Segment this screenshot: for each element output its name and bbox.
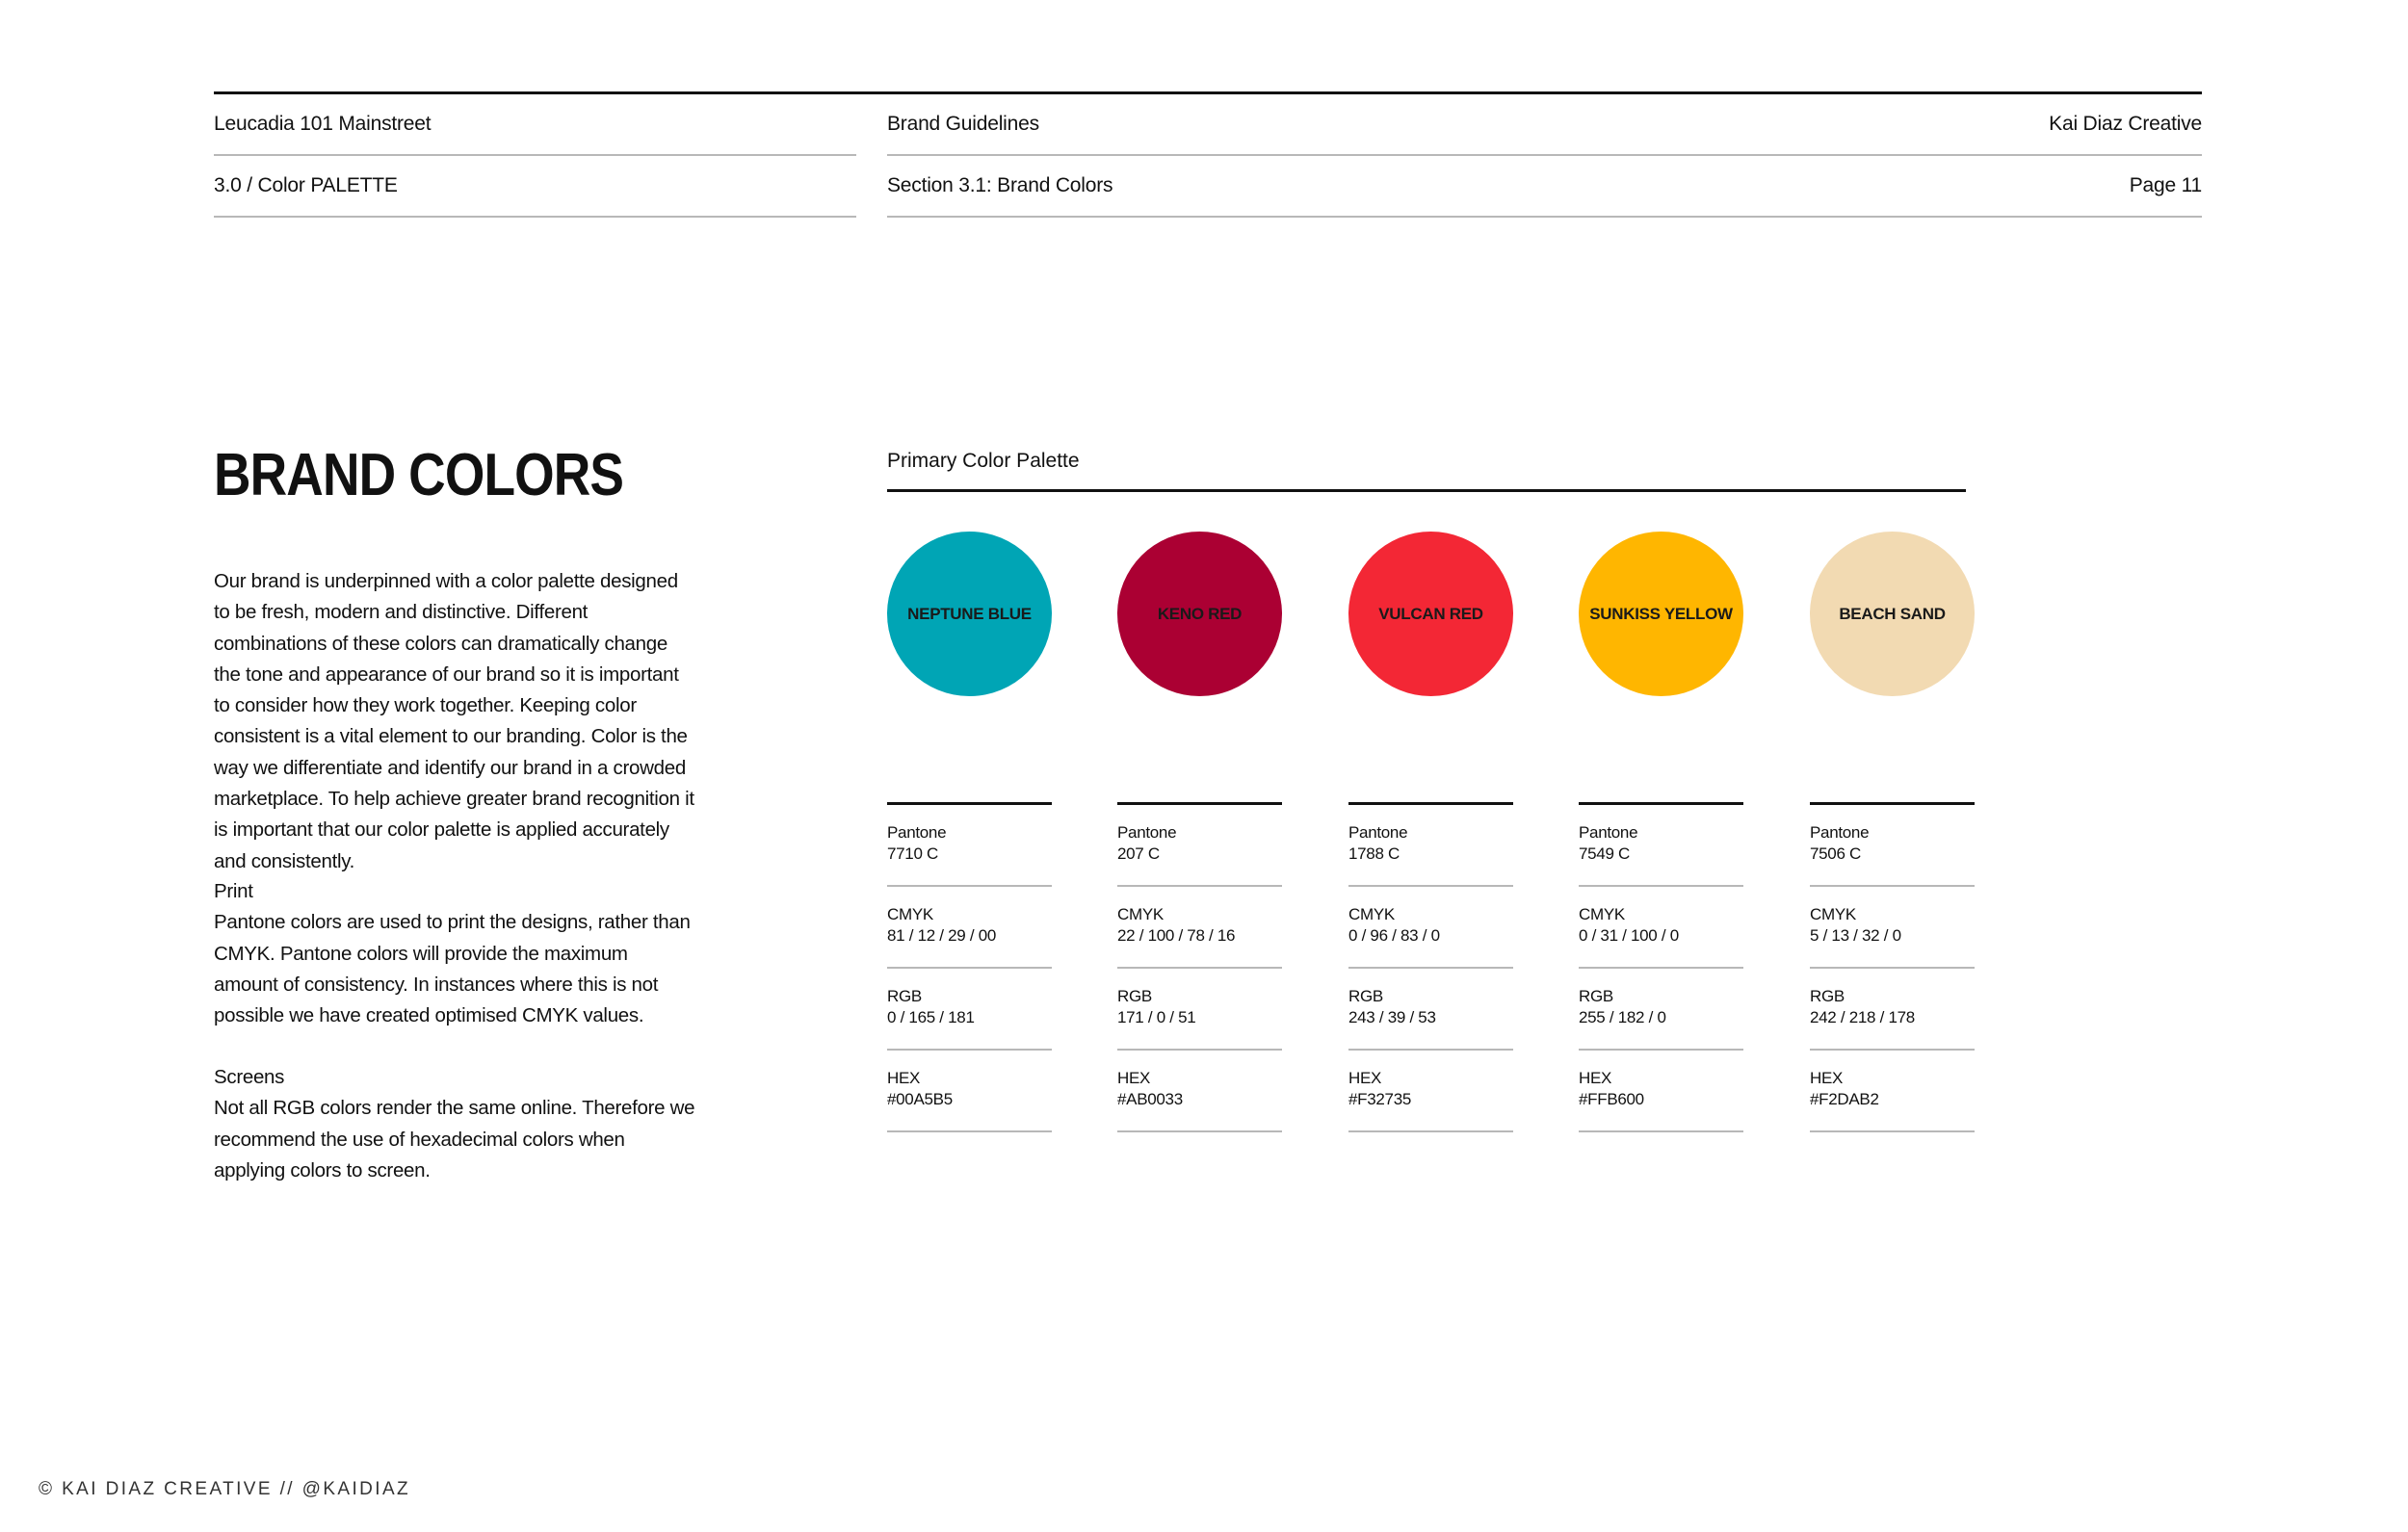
spec-rgb-label: RGB: [1579, 987, 1613, 1005]
header-divider-left: [214, 154, 856, 156]
spec-cmyk-label: CMYK: [1348, 905, 1395, 923]
spec-hex-value: #F32735: [1348, 1090, 1412, 1108]
screens-section: [214, 1062, 695, 1186]
spec-top-rule: [1117, 802, 1282, 805]
color-name: BEACH SAND: [1839, 604, 1946, 623]
spec-cmyk-value: 81 / 12 / 29 / 00: [887, 926, 997, 945]
spec-rgb: [1117, 986, 1282, 1028]
spec-divider: [1810, 885, 1975, 887]
header-top-rule: [214, 91, 2202, 94]
intro-body: [214, 566, 695, 877]
spec-cmyk-label: CMYK: [1117, 905, 1164, 923]
print-heading: Print: [214, 880, 253, 902]
spec-top-rule: [1348, 802, 1513, 805]
print-section: [214, 876, 695, 1031]
screens-text: Not all RGB colors render the same online. Therefore we recommend the use of hexadecimal colors when applying colors to screen.: [214, 1097, 695, 1181]
spec-divider: [887, 967, 1052, 969]
spec-cmyk-label: CMYK: [887, 905, 933, 923]
spec-cmyk: [1579, 904, 1743, 947]
spec-pantone-label: Pantone: [887, 823, 947, 842]
header-divider-right: [887, 154, 2202, 156]
spec-pantone-value: 7506 C: [1810, 844, 1862, 863]
spec-top-rule: [1810, 802, 1975, 805]
spec-divider: [887, 885, 1052, 887]
spec-hex-label: HEX: [1348, 1069, 1382, 1087]
spec-hex: [1810, 1068, 1975, 1110]
header-divider-right-2: [887, 216, 2202, 218]
color-circle: [1579, 532, 1743, 696]
spec-rgb-value: 0 / 165 / 181: [887, 1008, 975, 1026]
color-name: VULCAN RED: [1378, 604, 1483, 623]
page-title: BRAND COLORS: [214, 442, 624, 508]
spec-divider: [1579, 967, 1743, 969]
spec-divider: [1579, 1049, 1743, 1051]
page-number: Page 11: [2129, 174, 2202, 196]
color-circle: [1810, 532, 1975, 696]
color-name: NEPTUNE BLUE: [907, 604, 1032, 623]
spec-divider: [1117, 885, 1282, 887]
color-name: KENO RED: [1157, 604, 1243, 623]
color-circle: [1348, 532, 1513, 696]
spec-rgb-value: 242 / 218 / 178: [1810, 1008, 1915, 1026]
spec-cmyk-value: 0 / 31 / 100 / 0: [1579, 926, 1679, 945]
spec-cmyk-value: 22 / 100 / 78 / 16: [1117, 926, 1236, 945]
header-document: Brand Guidelines: [887, 113, 1039, 135]
spec-hex-value: #F2DAB2: [1810, 1090, 1879, 1108]
spec-rgb: [887, 986, 1052, 1028]
header-divider-left-2: [214, 216, 856, 218]
spec-hex-value: #00A5B5: [887, 1090, 953, 1108]
spec-rgb: [1579, 986, 1743, 1028]
spec-rgb-label: RGB: [1117, 987, 1152, 1005]
spec-pantone: [887, 822, 1052, 865]
spec-rgb-value: 171 / 0 / 51: [1117, 1008, 1196, 1026]
spec-cmyk-value: 0 / 96 / 83 / 0: [1348, 926, 1440, 945]
spec-hex-label: HEX: [1810, 1069, 1844, 1087]
spec-hex-label: HEX: [887, 1069, 921, 1087]
spec-divider: [1348, 885, 1513, 887]
spec-cmyk: [1348, 904, 1513, 947]
spec-pantone: [1579, 822, 1743, 865]
spec-cmyk: [887, 904, 1052, 947]
spec-divider: [1348, 1049, 1513, 1051]
spec-pantone-value: 1788 C: [1348, 844, 1400, 863]
screens-heading: Screens: [214, 1066, 285, 1088]
palette-rule: [887, 489, 1966, 492]
spec-hex: [1117, 1068, 1282, 1110]
swatch-column: [1117, 532, 1282, 1108]
spec-hex-value: #FFB600: [1579, 1090, 1644, 1108]
palette-label: Primary Color Palette: [887, 450, 1080, 472]
spec-pantone-label: Pantone: [1117, 823, 1177, 842]
spec-divider: [1810, 967, 1975, 969]
spec-divider: [1117, 1130, 1282, 1132]
spec-rgb-label: RGB: [1348, 987, 1383, 1005]
spec-rgb-value: 255 / 182 / 0: [1579, 1008, 1666, 1026]
spec-hex-label: HEX: [1579, 1069, 1612, 1087]
spec-rgb-label: RGB: [1810, 987, 1845, 1005]
spec-cmyk-label: CMYK: [1810, 905, 1856, 923]
spec-divider: [1579, 1130, 1743, 1132]
spec-pantone-value: 207 C: [1117, 844, 1160, 863]
footer-credit: © KAI DIAZ CREATIVE // @KAIDIAZ: [39, 1479, 411, 1499]
spec-cmyk: [1810, 904, 1975, 947]
spec-pantone-label: Pantone: [1579, 823, 1638, 842]
color-name: SUNKISS YELLOW: [1589, 604, 1733, 623]
spec-pantone-label: Pantone: [1348, 823, 1408, 842]
spec-rgb-value: 243 / 39 / 53: [1348, 1008, 1436, 1026]
print-text: Pantone colors are used to print the designs, rather than CMYK. Pantone colors will provide the maximum amount of consistency. In instances where this is not possible we have created optimised CMYK values.: [214, 911, 691, 1027]
spec-pantone: [1810, 822, 1975, 865]
spec-pantone-label: Pantone: [1810, 823, 1870, 842]
spec-pantone-value: 7549 C: [1579, 844, 1631, 863]
spec-divider: [1117, 967, 1282, 969]
swatch-column: [1810, 532, 1975, 1108]
spec-top-rule: [887, 802, 1052, 805]
spec-divider: [1810, 1130, 1975, 1132]
color-circle: [1117, 532, 1282, 696]
spec-cmyk-value: 5 / 13 / 32 / 0: [1810, 926, 1901, 945]
spec-divider: [1810, 1049, 1975, 1051]
spec-divider: [1348, 967, 1513, 969]
spec-hex: [1348, 1068, 1513, 1110]
header-section: Section 3.1: Brand Colors: [887, 174, 1113, 196]
spec-divider: [887, 1049, 1052, 1051]
spec-rgb: [1348, 986, 1513, 1028]
spec-divider: [887, 1130, 1052, 1132]
header-chapter: 3.0 / Color PALETTE: [214, 174, 398, 196]
spec-rgb-label: RGB: [887, 987, 922, 1005]
header-agency: Kai Diaz Creative: [2049, 113, 2202, 135]
spec-cmyk-label: CMYK: [1579, 905, 1625, 923]
color-circle: [887, 532, 1052, 696]
spec-pantone: [1348, 822, 1513, 865]
spec-hex-label: HEX: [1117, 1069, 1151, 1087]
spec-divider: [1579, 885, 1743, 887]
swatch-column: [1579, 532, 1743, 1108]
spec-cmyk: [1117, 904, 1282, 947]
spec-hex: [1579, 1068, 1743, 1110]
swatch-column: [887, 532, 1052, 1108]
spec-pantone: [1117, 822, 1282, 865]
spec-hex: [887, 1068, 1052, 1110]
spec-pantone-value: 7710 C: [887, 844, 939, 863]
spec-divider: [1117, 1049, 1282, 1051]
spec-divider: [1348, 1130, 1513, 1132]
swatch-column: [1348, 532, 1513, 1108]
spec-hex-value: #AB0033: [1117, 1090, 1183, 1108]
intro-paragraph: Our brand is underpinned with a color palette designed to be fresh, modern and distinctive. Different combinations of these colors can dramatically change the tone and appearance of our brand so it is important to consider how they work together. Keeping color consistent is a vital element to our branding. Color is the way we differentiate and identify our brand in a crowded marketplace. To help achieve greater brand recognition it is important that our color palette is applied accurately and consistently.: [214, 570, 694, 872]
header-client: Leucadia 101 Mainstreet: [214, 113, 432, 135]
spec-rgb: [1810, 986, 1975, 1028]
spec-top-rule: [1579, 802, 1743, 805]
